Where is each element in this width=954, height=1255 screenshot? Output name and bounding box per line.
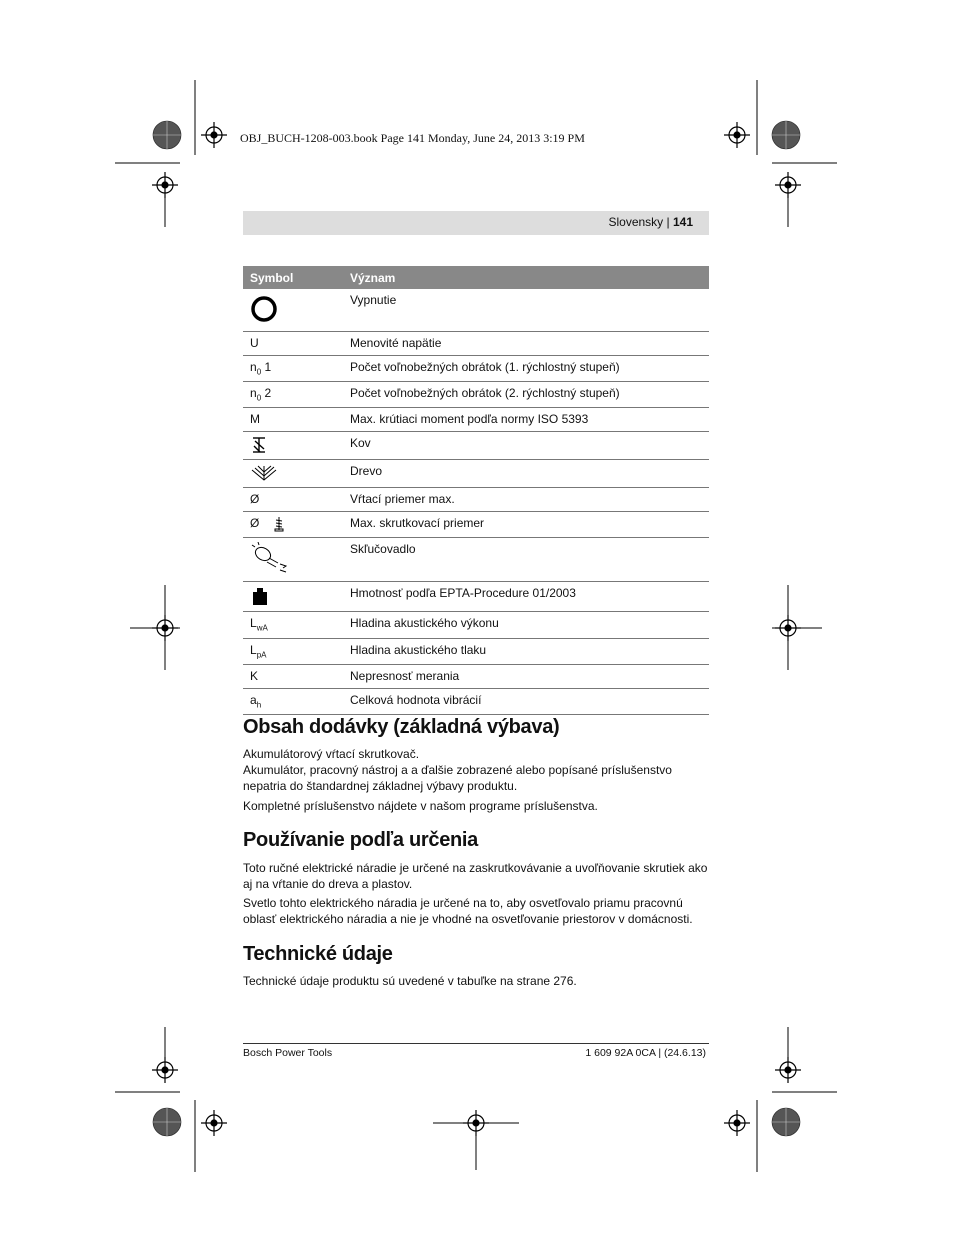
symbol-suffix: 2 [261, 385, 272, 400]
symbol-subscript: 0 [256, 366, 262, 376]
meaning-cell: Max. skrutkovací priemer [343, 512, 709, 538]
symbol-subscript: 0 [256, 393, 262, 403]
table-row [243, 381, 709, 407]
symbol-subscript: pA [256, 650, 267, 660]
symbol-cell [243, 432, 343, 460]
symbol-cell [243, 638, 343, 664]
table-row [243, 689, 709, 715]
symbol-cell: M [243, 408, 343, 432]
meaning-cell: Hladina akustického tlaku [343, 638, 709, 664]
symbol-cell: K [243, 665, 343, 689]
header-separator: | [663, 215, 673, 229]
footer-rule [243, 1043, 709, 1044]
off-circle-icon [250, 295, 278, 323]
table-header-row [243, 266, 709, 289]
meaning-cell: Nepresnosť merania [343, 665, 709, 689]
table-row [243, 460, 709, 488]
meaning-cell: Vypnutie [343, 289, 709, 331]
chuck-icon [250, 542, 292, 576]
col-meaning-header: Význam [343, 266, 709, 289]
table-row [243, 432, 709, 460]
symbol-cell: Ø [243, 488, 343, 512]
meaning-cell: Skľučovadlo [343, 538, 709, 582]
symbol-text: Ø [250, 516, 260, 531]
symbol-cell: U [243, 331, 343, 355]
symbol-subscript: h [256, 700, 262, 710]
symbol-cell [243, 355, 343, 381]
symbol-subscript: wA [256, 623, 268, 633]
table-row [243, 582, 709, 612]
meaning-cell: Vŕtací priemer max. [343, 488, 709, 512]
table-row [243, 355, 709, 381]
print-info: OBJ_BUCH-1208-003.book Page 141 Monday, June 24, 2013 3:19 PM [240, 131, 585, 145]
symbol-cell [243, 538, 343, 582]
table-row [243, 612, 709, 638]
delivery-paragraph: Akumulátorový vŕtací skrutkovač. [243, 747, 420, 761]
language-label: Slovensky [608, 215, 664, 229]
meaning-cell: Počet voľnobežných obrátok (2. rýchlostný stupeň) [343, 381, 709, 407]
meaning-cell: Hladina akustického výkonu [343, 612, 709, 638]
meaning-cell: Kov [343, 432, 709, 460]
table-row [243, 512, 709, 538]
symbol-text: L [250, 616, 257, 631]
wood-icon [250, 464, 278, 482]
table-row [243, 289, 709, 331]
symbol-cell [243, 381, 343, 407]
footer-right: 1 609 92A 0CA | (24.6.13) [585, 1047, 706, 1059]
section-title-tech: Technické údaje [243, 943, 393, 965]
symbol-cell [243, 612, 343, 638]
table-row [243, 538, 709, 582]
symbol-suffix: 1 [261, 359, 272, 374]
meaning-cell: Celková hodnota vibrácií [343, 689, 709, 715]
use-paragraph: Svetlo tohto elektrického náradia je určené na to, aby osvetľovalo priamu pracovnú oblasť elektrického náradia a nie je vhodné na osvetľovanie priestorov v domácnosti. [243, 896, 693, 926]
meaning-cell: Menovité napätie [343, 331, 709, 355]
delivery-paragraph: Akumulátor, pracovný nástroj a a ďalšie zobrazené alebo popísané príslušenstvo nepatria do štandardnej základnej výbavy produktu. [243, 763, 672, 793]
col-symbol-header: Symbol [243, 266, 343, 289]
table-row [243, 408, 709, 432]
meaning-cell: Hmotnosť podľa EPTA-Procedure 01/2003 [343, 582, 709, 612]
symbol-cell [243, 512, 343, 538]
page-header-label [608, 215, 693, 229]
tech-paragraph: Technické údaje produktu sú uvedené v tabuľke na strane 276. [243, 974, 577, 988]
delivery-paragraph: Kompletné príslušenstvo nájdete v našom programe príslušenstva. [243, 799, 598, 813]
symbol-text: n [250, 385, 257, 400]
table-row [243, 488, 709, 512]
meaning-cell: Drevo [343, 460, 709, 488]
symbol-cell [243, 460, 343, 488]
section-title-delivery: Obsah dodávky (základná výbava) [243, 716, 560, 738]
use-paragraph: Toto ručné elektrické náradie je určené na zaskrutkovávanie a uvoľňovanie skrutiek ako aj na vŕtanie do dreva a plastov. [243, 861, 708, 891]
meaning-cell: Max. krútiaci moment podľa normy ISO 5393 [343, 408, 709, 432]
symbol-cell [243, 689, 343, 715]
footer-left: Bosch Power Tools [243, 1047, 333, 1059]
page-header [243, 211, 709, 235]
meaning-cell: Počet voľnobežných obrátok (1. rýchlostný stupeň) [343, 355, 709, 381]
symbol-cell [243, 289, 343, 331]
metal-icon [250, 436, 268, 454]
weight-icon [250, 586, 270, 606]
symbol-text: a [250, 693, 257, 708]
table-row [243, 638, 709, 664]
symbol-cell [243, 582, 343, 612]
symbol-table [243, 266, 709, 715]
table-row [243, 665, 709, 689]
table-row [243, 331, 709, 355]
page-number: 141 [672, 215, 693, 229]
screw-icon [273, 516, 285, 532]
symbol-text: n [250, 359, 257, 374]
section-title-use: Používanie podľa určenia [243, 829, 479, 851]
symbol-text: L [250, 642, 257, 657]
